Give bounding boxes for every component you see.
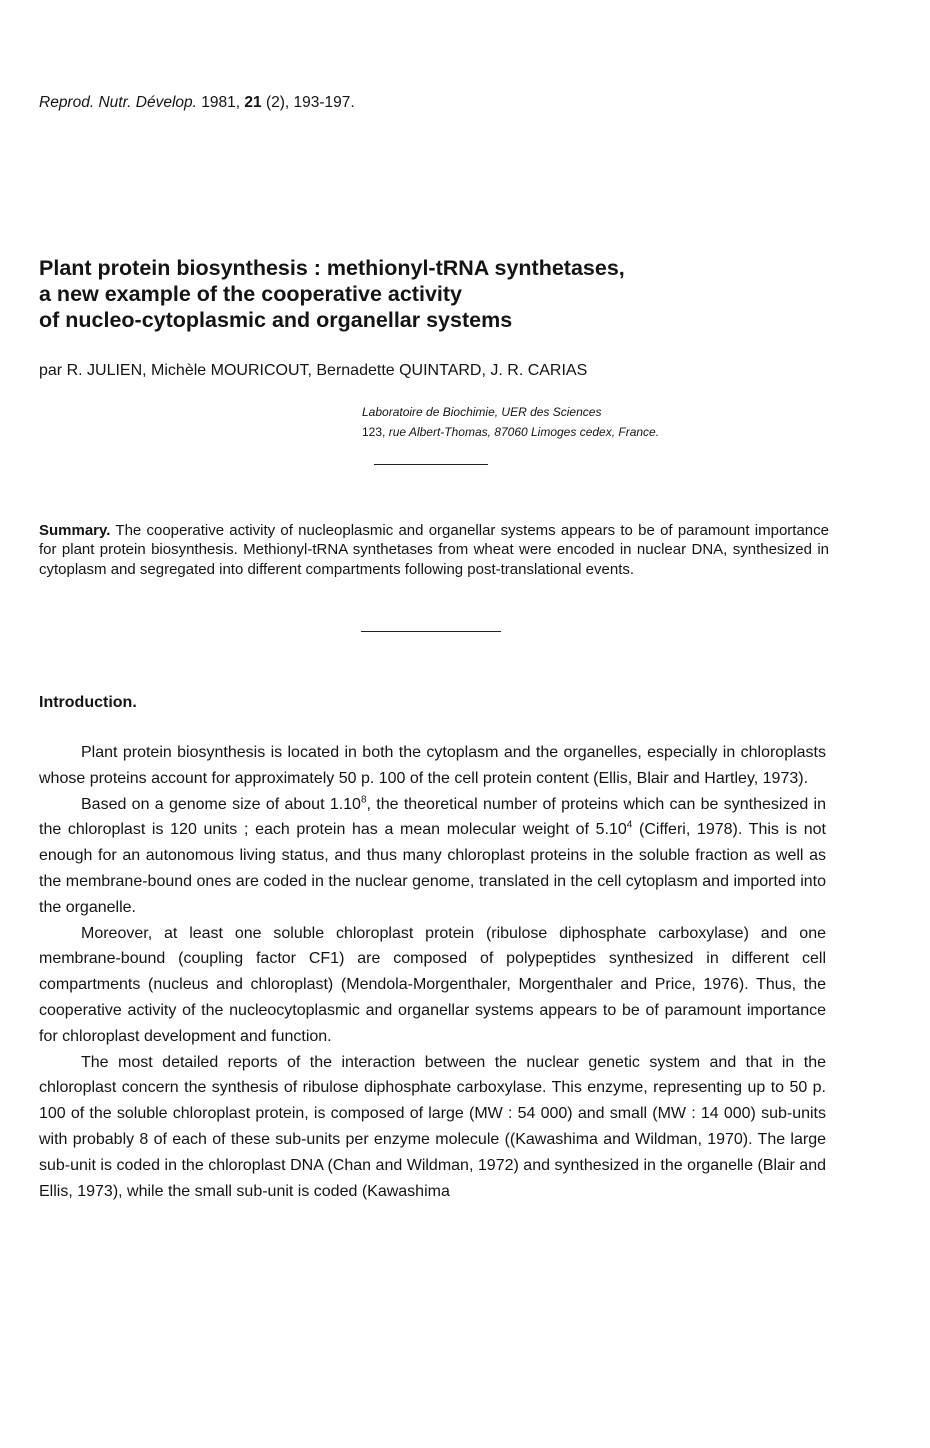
- p2-part-a: Based on a genome size of about 1.10: [81, 795, 361, 813]
- affiliation-line-2: [362, 422, 659, 442]
- p2-exponent-1: 8: [360, 794, 367, 806]
- journal-year: 1981,: [201, 94, 241, 111]
- section-heading-introduction: Introduction.: [39, 694, 137, 711]
- introduction-body: [39, 740, 826, 1204]
- summary-block: [39, 521, 829, 579]
- summary-label: Summary.: [39, 522, 111, 539]
- title-line-2: a new example of the cooperative activity: [39, 282, 462, 306]
- paragraph-1: Plant protein biosynthesis is located in both the cytoplasm and the organelles, especially in chloroplasts whose proteins account for approximately 50 p. 100 of the cell protein content (Ellis, Blair and Hartley, 1973).: [39, 744, 826, 787]
- affiliation-address: rue Albert-Thomas, 87060 Limoges cedex, France.: [388, 425, 660, 439]
- journal-citation: [39, 94, 355, 112]
- journal-name: Reprod. Nutr. Dévelop.: [39, 94, 197, 111]
- affiliation: [362, 402, 659, 442]
- paper-title: [39, 255, 859, 333]
- divider-top: [374, 464, 488, 465]
- summary-text: The cooperative activity of nucleoplasmic and organellar systems appears to be of paramount importance for plant protein biosynthesis. Methionyl-tRNA synthetases from wheat were encoded in nuclear DNA, synthesized in cytoplasm and segregated into different compartments following post-translational events.: [39, 522, 829, 578]
- paragraph-3: Moreover, at least one soluble chloroplast protein (ribulose diphosphate carboxylase) and one membrane-bound (coupling factor CF1) are composed of polypeptides synthesized in different cell compartments (nucleus and chloroplast) (Mendola-Morgenthaler, Morgenthaler and Price, 1976). Thus, the cooperative activity of the nucleocytoplasmic and organellar systems appears to be of paramount importance for chloroplast development and function.: [39, 924, 826, 1045]
- affiliation-street-number: 123,: [362, 425, 386, 439]
- affiliation-line-1: Laboratoire de Biochimie, UER des Sciences: [362, 405, 602, 419]
- divider-bottom: [361, 631, 501, 632]
- paragraph-4: The most detailed reports of the interaction between the nuclear genetic system and that in the chloroplast concern the synthesis of ribulose diphosphate carboxylase. This enzyme, representing up to 50 p. 100 of the soluble chloroplast protein, is composed of large (MW : 54 000) and small (MW : 14 000) sub-units with probably 8 of each of these sub-units per enzyme molecule ((Kawashima and Wildman, 1970). The large sub-unit is coded in the chloroplast DNA (Chan and Wildman, 1972) and synthesized in the organelle (Blair and Ellis, 1973), while the small sub-unit is coded (Kawashima: [39, 1053, 826, 1200]
- journal-volume: 21: [244, 94, 262, 111]
- title-line-1: Plant protein biosynthesis : methionyl-tRNA synthetases,: [39, 256, 625, 280]
- paragraph-2: [39, 792, 826, 921]
- author-list: par R. JULIEN, Michèle MOURICOUT, Bernadette QUINTARD, J. R. CARIAS: [39, 362, 588, 379]
- p2-part-b: , the theoretical number of proteins which can be synthesized in the chloroplast is 120 units ; each protein has a mean molecular weight of 5.10: [39, 795, 827, 839]
- journal-issue-pages: (2), 193-197.: [265, 94, 355, 111]
- title-line-3: of nucleo-cytoplasmic and organellar systems: [39, 308, 513, 332]
- p2-part-c: (Cifferi, 1978). This is not enough for an autonomous living status, and thus many chloroplast proteins in the soluble fraction as well as the membrane-bound ones are coded in the nuclear genome, translated in the cell cytoplasm and imported into the organelle.: [39, 821, 827, 916]
- p2-exponent-2: 4: [626, 820, 633, 832]
